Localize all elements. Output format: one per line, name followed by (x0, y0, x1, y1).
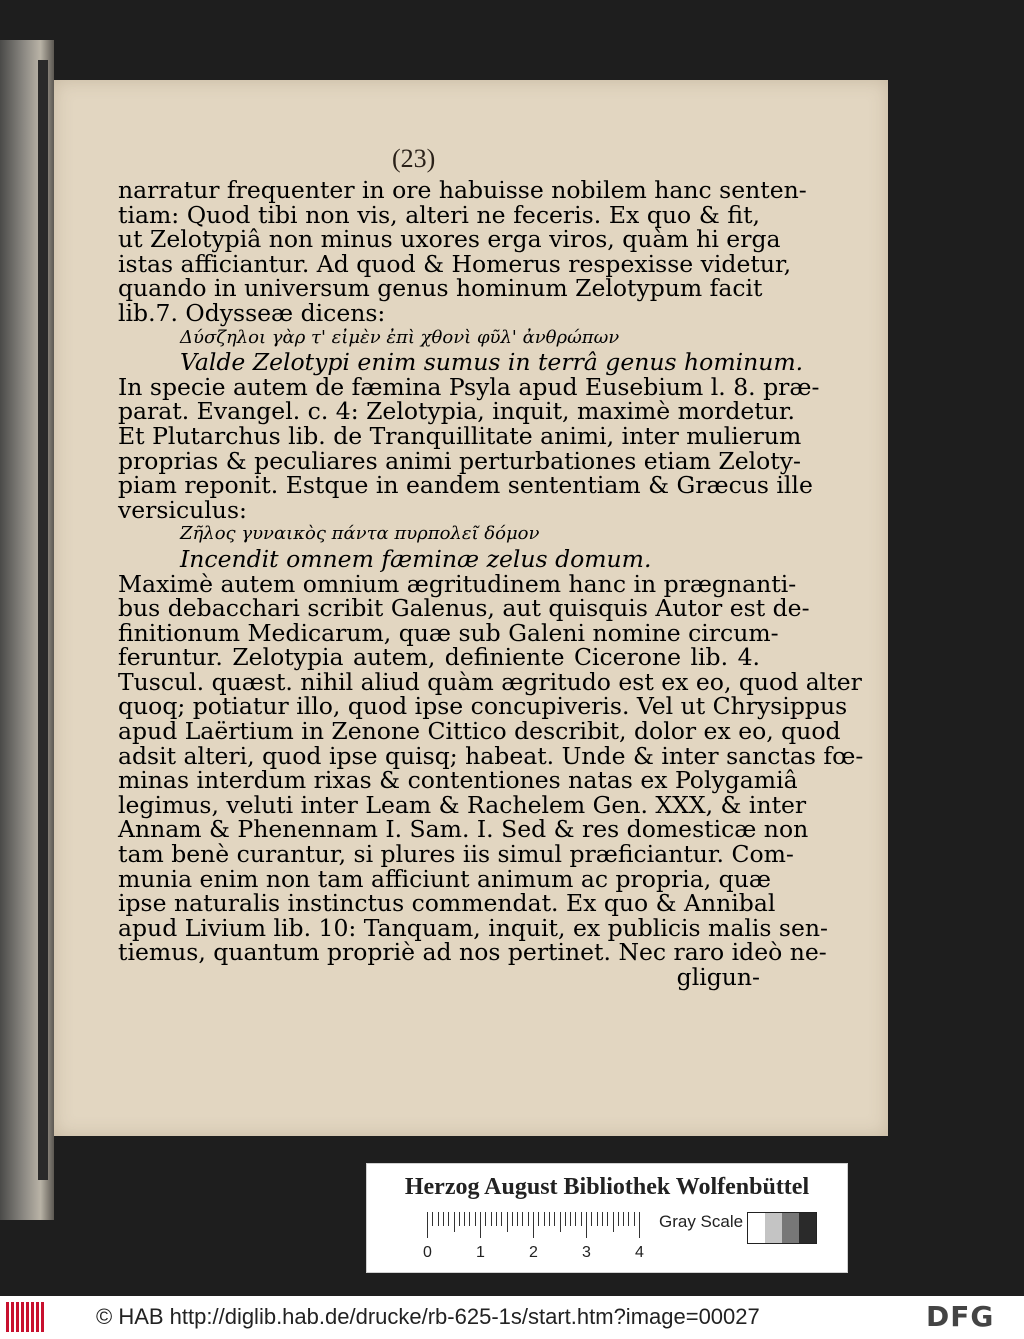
ruler-tick (469, 1212, 470, 1226)
copyright-link[interactable]: © HAB http://diglib.hab.de/drucke/rb-625-1s/start.htm?image=00027 (96, 1304, 760, 1329)
text-line: minas interdum rixas & contentiones natas ex Polygamiâ (118, 766, 798, 795)
ruler-tick (517, 1212, 518, 1226)
ruler-tick (512, 1212, 513, 1226)
text-line: istas afficiantur. Ad quod & Homerus respexisse videtur, (118, 249, 792, 278)
ruler-tick (448, 1212, 449, 1226)
ruler-tick (602, 1212, 603, 1226)
hab-logo-bar (31, 1302, 34, 1332)
text-line: piam reponit. Estque in eandem sententiam & Græcus ille (118, 471, 813, 500)
text-line: apud Livium lib. 10: Tanquam, inquit, ex publicis malis sen- (118, 913, 828, 942)
ruler-number: 0 (423, 1244, 432, 1261)
hab-logo-bar (36, 1302, 39, 1332)
ruler-tick (554, 1212, 555, 1226)
ruler-tick (613, 1212, 614, 1232)
ruler-numbers (423, 1244, 663, 1264)
library-name: Herzog August Bibliothek Wolfenbüttel (404, 1174, 810, 1200)
ruler-tick (570, 1212, 571, 1226)
hab-logo-bar (41, 1302, 44, 1332)
ruler-tick (459, 1212, 460, 1226)
ruler-number: 3 (582, 1244, 591, 1261)
hab-logo-bar (11, 1302, 14, 1332)
text-line: quando in universum genus hominum Zelotypum facit (118, 274, 763, 303)
gray-scale-swatch (747, 1212, 817, 1244)
hab-logo-bar (6, 1302, 9, 1332)
text-line: ipse naturalis instinctus commendat. Ex quo & Annibal (118, 889, 776, 918)
hab-logo-bar (16, 1302, 19, 1332)
ruler-tick (639, 1212, 640, 1238)
ruler-tick (464, 1212, 465, 1226)
text-line: feruntur. Zelotypia autem, definiente Cicerone lib. 4. (118, 643, 760, 672)
ruler-tick (475, 1212, 476, 1226)
text-line: legimus, veluti inter Leam & Rachelem Gen. XXX, & inter (118, 790, 807, 819)
ruler-number: 2 (529, 1244, 538, 1261)
ruler-tick (560, 1212, 561, 1232)
ruler-tick (623, 1212, 624, 1226)
ruler-tick (485, 1212, 486, 1226)
text-line: narratur frequenter in ore habuisse nobilem hanc senten- (118, 176, 807, 204)
ruler-tick (533, 1212, 534, 1238)
gray-swatch (765, 1213, 782, 1243)
ruler-tick (575, 1212, 576, 1226)
page-number: (23) (392, 144, 436, 173)
hab-logo-bar (21, 1302, 24, 1332)
library-label (366, 1163, 848, 1273)
text-line: lib.7. Odysseæ dicens: (118, 298, 386, 327)
text-line: tiemus, quantum propriè ad nos pertinet. Nec raro ideò ne- (118, 938, 827, 967)
text-line: In specie autem de fæmina Psyla apud Eusebium l. 8. præ- (118, 372, 820, 401)
text-line: Incendit omnem fæminæ zelus domum. (180, 544, 652, 573)
text-line: ut Zelotypiâ non minus uxores erga viros, quàm hi erga (118, 225, 781, 254)
ruler-number: 1 (476, 1244, 485, 1261)
text-line: Et Plutarchus lib. de Tranquillitate animi, inter mulierum (118, 421, 802, 450)
gray-swatch (748, 1213, 765, 1243)
ruler-tick (507, 1212, 508, 1232)
ruler-tick (432, 1212, 433, 1226)
text-line: Ζῆλος γυναικὸς πάντα πυρπολεῖ δόμον (180, 523, 540, 545)
text-line: finitionum Medicarum, quæ sub Galeni nomine circum- (118, 618, 779, 647)
ruler-tick (454, 1212, 455, 1232)
ruler-tick (581, 1212, 582, 1226)
ruler-tick (628, 1212, 629, 1226)
ruler-tick (438, 1212, 439, 1226)
text-line: bus debacchari scribit Galenus, aut quisquis Autor est de- (118, 594, 810, 623)
ruler-number: 4 (635, 1244, 644, 1261)
text-line: Maximè autem omnium ægritudinem hanc in prægnanti- (118, 569, 797, 598)
footer-bar (0, 1296, 1024, 1339)
text-line: quoq; potiatur illo, quod ipse concupiveris. Vel ut Chrysippus (118, 692, 848, 721)
text-line: Δύσζηλοι γὰρ τ' εἰμὲν ἐπὶ χθονὶ φῦλ' ἀνθρώπων (180, 326, 620, 348)
ruler-tick (586, 1212, 587, 1238)
ruler-tick (549, 1212, 550, 1226)
ruler-tick (522, 1212, 523, 1226)
text-line: adsit alteri, quod ipse quisq; habeat. Unde & inter sanctas fœ- (118, 741, 864, 770)
text-line: gligun- (676, 963, 760, 991)
text-line: Annam & Phenennam I. Sam. I. Sed & res domesticæ non (118, 815, 809, 844)
ruler-tick (634, 1212, 635, 1226)
dfg-logo-icon: DFG (926, 1300, 995, 1333)
scanned-page (54, 80, 888, 1136)
text-line: tiam: Quod tibi non vis, alteri ne feceris. Ex quo & fit, (118, 200, 760, 229)
ruler-tick (528, 1212, 529, 1226)
text-line: apud Laërtium in Zenone Cittico describit, dolor ex eo, quod (118, 717, 841, 746)
text-line: proprias & peculiares animi perturbationes etiam Zeloty- (118, 446, 801, 475)
ruler-scale (427, 1212, 641, 1238)
text-line: versiculus: (118, 495, 247, 524)
ruler-tick (501, 1212, 502, 1226)
ruler-tick (443, 1212, 444, 1226)
text-line: Tuscul. quæst. nihil aliud quàm ægritudo est ex eo, quod alter (118, 667, 862, 696)
text-line: parat. Evangel. c. 4: Zelotypia, inquit, maximè mordetur. (118, 397, 796, 426)
ruler-tick (597, 1212, 598, 1226)
hab-logo-bar (26, 1302, 29, 1332)
text-line: munia enim non tam afficiunt animum ac propria, quæ (118, 864, 771, 893)
ruler-tick (544, 1212, 545, 1226)
text-line: Valde Zelotypi enim sumus in terrâ genus hominum. (180, 348, 804, 377)
ruler-tick (607, 1212, 608, 1226)
gray-scale-label: Gray Scale (659, 1212, 744, 1231)
ruler-tick (565, 1212, 566, 1226)
previous-page-shadow (38, 60, 48, 1180)
text-line: tam benè curantur, si plures iis simul præficiantur. Com- (118, 840, 794, 869)
page-text-block (118, 176, 864, 991)
ruler-tick (538, 1212, 539, 1226)
ruler-tick (491, 1212, 492, 1226)
hab-logo-icon (6, 1302, 46, 1332)
ruler-tick (496, 1212, 497, 1226)
ruler-tick (480, 1212, 481, 1238)
gray-swatch (799, 1213, 816, 1243)
gray-swatch (782, 1213, 799, 1243)
ruler-tick (618, 1212, 619, 1226)
ruler-tick (427, 1212, 428, 1238)
ruler-tick (591, 1212, 592, 1226)
